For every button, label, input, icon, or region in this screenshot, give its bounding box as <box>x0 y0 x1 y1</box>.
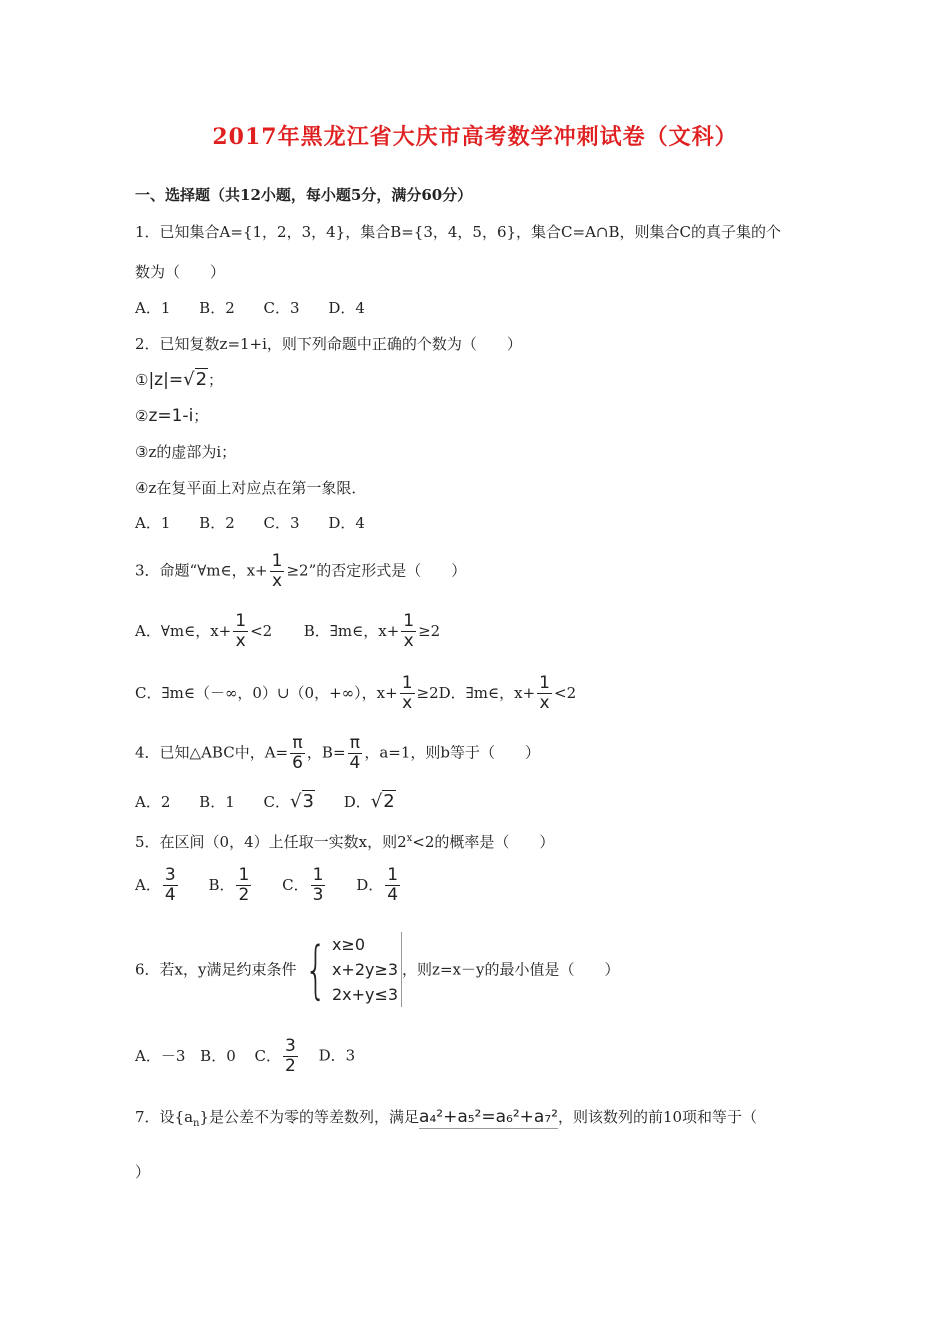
option-c: C． $\frac{1}{3}$ <box>282 865 324 905</box>
question-5-stem: 5．在区间（0，4）上任取一实数x，则$2^x<2$的概率是（ ） <box>135 833 555 851</box>
question-2-stem: 2．已知复数z=1+i，则下列命题中正确的个数为（ ） <box>135 335 522 353</box>
fraction: $\frac{1}{x}$ <box>401 673 413 713</box>
option-d: D．4 <box>328 299 365 317</box>
option-d: D．∃m∈，x+ $\frac{1}{x}$ <2 <box>438 673 577 713</box>
question-6-options <box>135 1037 355 1076</box>
question-5-options <box>135 866 426 905</box>
question-2-proposition-2: ②z=1-i； <box>135 406 209 426</box>
option-a: A．2 <box>135 793 171 811</box>
question-1-options <box>135 298 389 318</box>
option-d: D．√2 <box>343 791 395 812</box>
question-1-line-1: 1．已知集合A={1，2，3，4}，集合B={3，4，5，6}，集合C=A∩B，则集合C的真子集的个 <box>135 223 782 241</box>
option-a: A．－3 <box>135 1046 186 1065</box>
option-a: A．∀m∈，x+ $\frac{1}{x}$ <2 <box>135 611 273 651</box>
question-2-options <box>135 513 389 533</box>
option-d: D．4 <box>328 514 365 532</box>
option-d: D．3 <box>318 1046 356 1065</box>
fraction: $\frac{1}{x}$ <box>235 611 247 651</box>
constraint-row: x+2y≥3 <box>331 960 399 979</box>
constraint-row: x≥0 <box>331 935 365 954</box>
question-3-options-cd <box>135 674 576 713</box>
option-b: B．1 <box>199 793 235 811</box>
conjugate-expr: z=1-i <box>148 406 194 426</box>
sqrt-expr: √2 <box>183 369 208 390</box>
option-b: B． $\frac{1}{2}$ <box>208 865 250 905</box>
question-3-stem: 3．命题“∀m∈，x+ $\frac{1}{x}$ ≥2”的否定形式是（ ） <box>135 551 467 591</box>
question-4-options <box>135 792 420 812</box>
fraction: $\frac{1}{x}$ <box>403 611 415 651</box>
option-c: C．√3 <box>263 791 314 812</box>
circled-number: ② <box>135 407 149 425</box>
option-c: C．3 <box>263 299 300 317</box>
question-7-line-2: ） <box>135 1163 151 1181</box>
question-2-proposition-1: ①|z|=√2； <box>135 369 224 390</box>
option-b: B．0 <box>200 1046 236 1065</box>
section-heading: 一、选择题（共12小题，每小题5分，满分60分） <box>135 186 473 204</box>
question-2-proposition-3: ③z的虚部为i； <box>135 443 237 461</box>
question-1-line-2: 数为（ ） <box>135 263 226 281</box>
constraint-system <box>296 932 402 1007</box>
question-7-stem: 7．设$\{a_n\}$是公差不为零的等差数列，满足a₄²+a₅²=a₆²+a₇²，则该数列的前10项和等于（ <box>135 1107 758 1129</box>
fraction: $\frac{1}{x}$ <box>539 673 550 713</box>
question-2-proposition-4: ④z在复平面上对应点在第一象限． <box>135 479 367 497</box>
option-a: A． $\frac{3}{4}$ <box>135 865 176 905</box>
sequence-equation: a₄²+a₅²=a₆²+a₇² <box>419 1107 558 1127</box>
option-c: C．∃m∈（－∞，0）∪（0，+∞），x+ $\frac{1}{x}$ ≥2 <box>135 673 439 713</box>
option-b: B．2 <box>199 299 235 317</box>
option-c: C． $\frac{3}{2}$ <box>254 1036 296 1076</box>
option-a: A．1 <box>135 299 171 317</box>
fraction-b: $\frac{\pi}{4}$ <box>349 733 361 773</box>
option-a: A．1 <box>135 514 171 532</box>
option-d: D． $\frac{1}{4}$ <box>356 865 399 905</box>
left-brace: { <box>305 932 328 1006</box>
sqrt-expr: √2 <box>370 791 395 812</box>
page-title: 2017年黑龙江省大庆市高考数学冲刺试卷（文科） <box>212 124 738 150</box>
question-6-stem: 6．若x，y满足约束条件 { x≥0 x+2y≥3 2x+y≤3 ，则z=x－y的最小值是（ ） <box>135 932 620 1006</box>
circled-number: ① <box>135 371 149 389</box>
fraction-a: $\frac{\pi}{6}$ <box>292 733 303 773</box>
sqrt-expr: √3 <box>290 791 314 812</box>
constraint-row: 2x+y≤3 <box>331 985 399 1004</box>
option-b: B．∃m∈，x+ $\frac{1}{x}$ ≥2 <box>303 611 441 651</box>
question-4-stem: 4．已知△ABC中，A= $\frac{\pi}{6}$ ，B= $\frac{\pi}{4}$ ，a=1，则b等于（ ） <box>135 733 541 773</box>
modulus-expr: |z|= <box>148 370 184 390</box>
question-3-options-ab <box>135 612 440 651</box>
option-b: B．2 <box>199 514 235 532</box>
option-c: C．3 <box>263 514 300 532</box>
fraction: $\frac{1}{x}$ <box>271 551 283 591</box>
